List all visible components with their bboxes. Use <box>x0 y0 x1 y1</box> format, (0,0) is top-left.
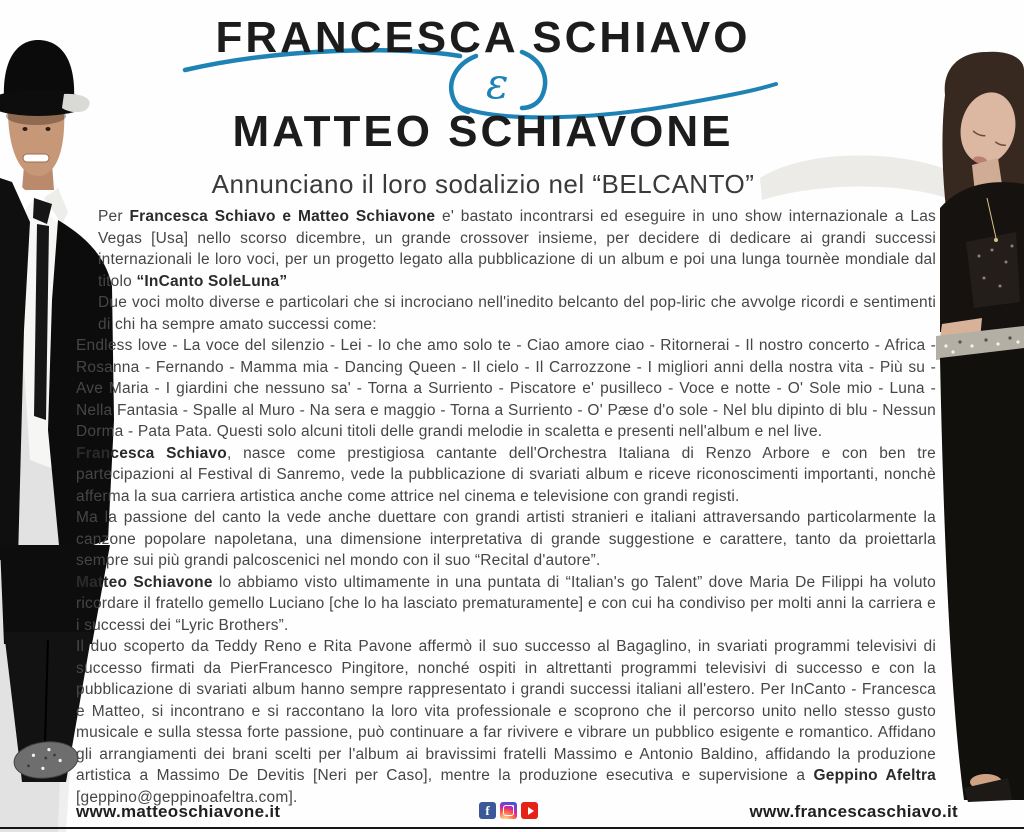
paragraph: Due voci molto diverse e particolari che si incrociano nell'inedito belcanto del pop-liric che avvolge ricordi e sentimenti di chi ha sempre amato successi come: <box>98 294 936 333</box>
instagram-icon[interactable] <box>500 802 517 819</box>
paragraph: Francesca Schiavo, nasce come prestigiosa cantante dell'Orchestra Italiana di Renzo Arbore e con ben tre partecipazioni al Festival di Sanremo, vede la pubblicazione di svariati album e riceve riconoscimenti importanti, nonchè afferma la sua carriera artistica anche come attrice nel cinema e televisione con grandi registi. <box>76 444 936 505</box>
facebook-icon[interactable]: f <box>479 802 496 819</box>
ampersand-epsilon: ε <box>486 59 509 108</box>
instagram-flash-dot <box>512 805 514 807</box>
youtube-play-triangle <box>528 807 534 815</box>
paragraph: Per Francesca Schiavo e Matteo Schiavone e' bastato incontrarsi ed eseguire in uno show internazionale a Las Vegas [Usa] nello scorso dicembre, un grande crossover insieme, per decidere di dedicare ai grandi successi internazionali le loro voci, per un progetto legato alla pubblicazione di un album e poi una lunga tournèe mondiale dal titolo “InCanto SoleLuna” <box>98 208 936 290</box>
matteo-website-link[interactable]: www.matteoschiavone.it <box>76 802 281 821</box>
body-text <box>76 206 936 808</box>
bottom-divider <box>0 827 1024 829</box>
photo-wrap-spacer <box>76 206 98 326</box>
paragraph: Matteo Schiavone lo abbiamo visto ultimamente in una puntata di “Italian's go Talent” dove Maria De Filippi ha voluto ricordare il fratello gemello Luciano [che lo ha lasciato prematuramente] e con cui ha condiviso per molti anni la carriera e i successi dei “Lyric Brothers”. <box>76 573 936 634</box>
paragraph: Il duo scoperto da Teddy Reno e Rita Pavone affermò il suo successo al Bagaglino, in svariati programmi televisivi di successo firmati da PierFrancesco Pingitore, nonché ospiti in altrettanti programmi televisivi di successo e con la pubblicazione di svariati album hanno sempre rappresentato i grandi successi italiani all'estero. Per InCanto - Francesca e Matteo, si incontrano e si raccontano la loro vita professionale e scoprono che il percorso unito nello stesso gusto musicale e sulla stessa forte passione, può continuare a far rivivere e vibrare un pubblico esigente e romantico. Affidano gli arrangiamenti dei brani scelti per l'album ai bravissimi fratelli Massimo e Antonio Baldino, affidando la produzione artistica a Massimo De Devitis [Neri per Caso], mentre la produzione esecutiva e supervisione a Geppino Afeltra [geppino@geppinoafeltra.com]. <box>76 638 936 806</box>
page-subtitle: Annunciano il loro sodalizio nel “BELCANTO” <box>211 169 755 199</box>
youtube-icon[interactable] <box>521 802 538 819</box>
paragraph: Ma la passione del canto la vede anche duettare con grandi artisti stranieri e italiani attraversando particolarmente la canzone popolare napoletana, una dimensione interpretativa di grande suggestione e carattere, tanto da proiettarla sempre sui più grandi palcoscenici nel mondo con il suo “Recital d'autore”. <box>76 509 936 569</box>
page-title-matteo: MATTEO SCHIAVONE <box>232 107 734 156</box>
paragraph: Endless love - La voce del silenzio - Lei - Io che amo solo te - Ciao amore ciao - Ritornerai - Il nostro concerto - Africa - Rosanna - Fernando - Mamma mia - Dancing Queen - Il cielo - Il Carrozzone - I migliori anni della nostra vita - Più su - Ave Maria - I giardini che nessuno sa' - Torna a Surriento - Piscatore e' pusilleco - Voce e notte - O' Sole mio - Luna - Nella Fantasia - Spalle al Muro - Na sera e maggio - Torna a Surriento - O' Pæse d'o sole - Nel blu dipinto di blu - Nessun Dorma - Pata Pata. Questi solo alcuni titoli delle grandi melodie in scaletta e presenti nell'album e nel live. <box>76 337 936 440</box>
social-icons <box>479 802 538 819</box>
francesca-website-link[interactable]: www.francescaschiavo.it <box>749 802 958 821</box>
page-title-francesca: FRANCESCA SCHIAVO <box>215 13 751 62</box>
